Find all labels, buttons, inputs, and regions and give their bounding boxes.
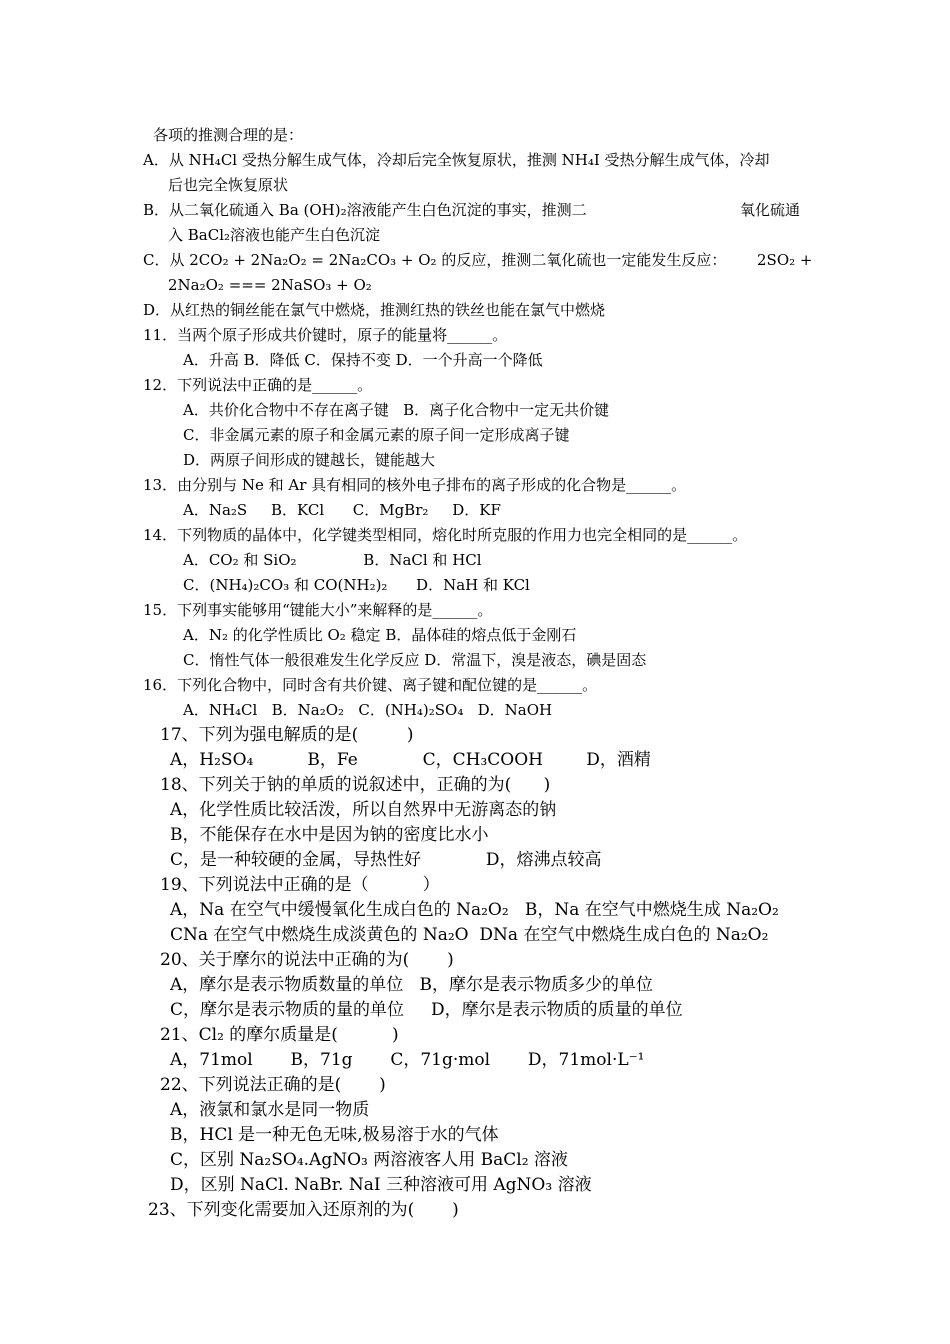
- question-14-option-ab: A．CO₂ 和 SiO₂ B．NaCl 和 HCl: [183, 551, 482, 569]
- option-c-line: C．从 2CO₂ + 2Na₂O₂ = 2Na₂CO₃ + O₂ 的反应，推测二氧化硫也一定能发生反应：: [143, 251, 727, 269]
- question-19-option-ab: A，Na 在空气中缓慢氧化生成白色的 Na₂O₂ B，Na 在空气中燃烧生成 Na₂O₂: [170, 900, 779, 920]
- question-18-option-cd: C，是一种较硬的金属，导热性好 D，熔沸点较高: [170, 850, 602, 870]
- question-15: 15．下列事实能够用“键能大小”来解释的是______。: [143, 601, 493, 619]
- question-17-options: A，H₂SO₄ B，Fe C，CH₃COOH D，酒精: [170, 750, 651, 770]
- question-20: 20、关于摩尔的说法中正确的为( ): [160, 950, 454, 970]
- question-21-options: A，71mol B，71g C，71g·mol D，71mol·L⁻¹: [170, 1050, 645, 1070]
- question-20-option-ab: A，摩尔是表示物质数量的单位 B，摩尔是表示物质多少的单位: [170, 975, 653, 995]
- question-22-option-d: D，区别 NaCl. NaBr. NaI 三种溶液可用 AgNO₃ 溶液: [170, 1175, 592, 1195]
- question-13: 13．由分别与 Ne 和 Ar 具有相同的核外电子排布的离子形成的化合物是______。: [143, 476, 687, 494]
- question-16-options: A．NH₄Cl B．Na₂O₂ C．(NH₄)₂SO₄ D．NaOH: [183, 701, 553, 719]
- question-23: 23、下列变化需要加入还原剂的为( ): [148, 1200, 459, 1220]
- question-11-options: A．升高 B．降低 C．保持不变 D．一个升高一个降低: [183, 351, 543, 369]
- question-12-option-c: C．非金属元素的原子和金属元素的原子间一定形成离子键: [183, 426, 570, 444]
- question-13-options: A．Na₂S B．KCl C．MgBr₂ D．KF: [183, 501, 501, 519]
- option-b-line-right: 氧化硫通: [740, 201, 801, 219]
- question-11: 11．当两个原子形成共价键时，原子的能量将______。: [143, 326, 508, 344]
- question-12-option-d: D．两原子间形成的键越长，键能越大: [183, 451, 436, 469]
- question-22-option-b: B，HCl 是一种无色无味,极易溶于水的气体: [170, 1125, 499, 1145]
- question-17: 17、下列为强电解质的是( ): [160, 725, 414, 745]
- question-15-option-cd: C．惰性气体一般很难发生化学反应 D．常温下，溴是液态，碘是固态: [183, 651, 647, 669]
- option-d-line: D．从红热的铜丝能在氯气中燃烧，推测红热的铁丝也能在氯气中燃烧: [143, 301, 606, 319]
- question-14: 14．下列物质的晶体中，化学键类型相同，熔化时所克服的作用力也完全相同的是______。: [143, 526, 748, 544]
- question-21: 21、Cl₂ 的摩尔质量是( ): [160, 1025, 399, 1045]
- question-12-option-ab: A．共价化合物中不存在离子键 B．离子化合物中一定无共价键: [183, 401, 610, 419]
- option-b-line: B．从二氧化硫通入 Ba (OH)₂溶液能产生白色沉淀的事实，推测二: [143, 201, 587, 219]
- option-c-continuation: 2Na₂O₂ === 2NaSO₃ + O₂: [168, 276, 372, 294]
- question-18-option-a: A，化学性质比较活泼，所以自然界中无游离态的钠: [170, 800, 557, 820]
- question-22: 22、下列说法正确的是( ): [160, 1075, 386, 1095]
- question-19-option-cd: CNa 在空气中燃烧生成淡黄色的 Na₂O DNa 在空气中燃烧生成白色的 Na₂O₂: [170, 925, 769, 945]
- question-16: 16．下列化合物中，同时含有共价键、离子键和配位键的是______。: [143, 676, 598, 694]
- question-15-option-ab: A．N₂ 的化学性质比 O₂ 稳定 B．晶体硅的熔点低于金刚石: [183, 626, 577, 644]
- question-12: 12．下列说法中正确的是______。: [143, 376, 373, 394]
- question-22-option-a: A，液氯和氯水是同一物质: [170, 1100, 370, 1120]
- option-a-line: A．从 NH₄Cl 受热分解生成气体，冷却后完全恢复原状，推测 NH₄I 受热分解生成气体，冷却: [143, 151, 770, 169]
- option-a-continuation: 后也完全恢复原状: [168, 176, 289, 194]
- question-14-option-cd: C．(NH₄)₂CO₃ 和 CO(NH₂)₂ D．NaH 和 KCl: [183, 576, 530, 594]
- text-line: 各项的推测合理的是：: [153, 126, 304, 144]
- question-18-option-b: B，不能保存在水中是因为钠的密度比水小: [170, 825, 489, 845]
- option-b-continuation: 入 BaCl₂溶液也能产生白色沉淀: [168, 226, 381, 244]
- question-19: 19、下列说法中正确的是（ ）: [160, 875, 440, 895]
- question-20-option-cd: C，摩尔是表示物质的量的单位 D，摩尔是表示物质的质量的单位: [170, 1000, 683, 1020]
- question-18: 18、下列关于钠的单质的说叙述中，正确的为( ): [160, 775, 551, 795]
- question-22-option-c: C，区别 Na₂SO₄.AgNO₃ 两溶液客人用 BaCl₂ 溶液: [170, 1150, 568, 1170]
- option-c-line-right: 2SO₂ +: [757, 251, 813, 269]
